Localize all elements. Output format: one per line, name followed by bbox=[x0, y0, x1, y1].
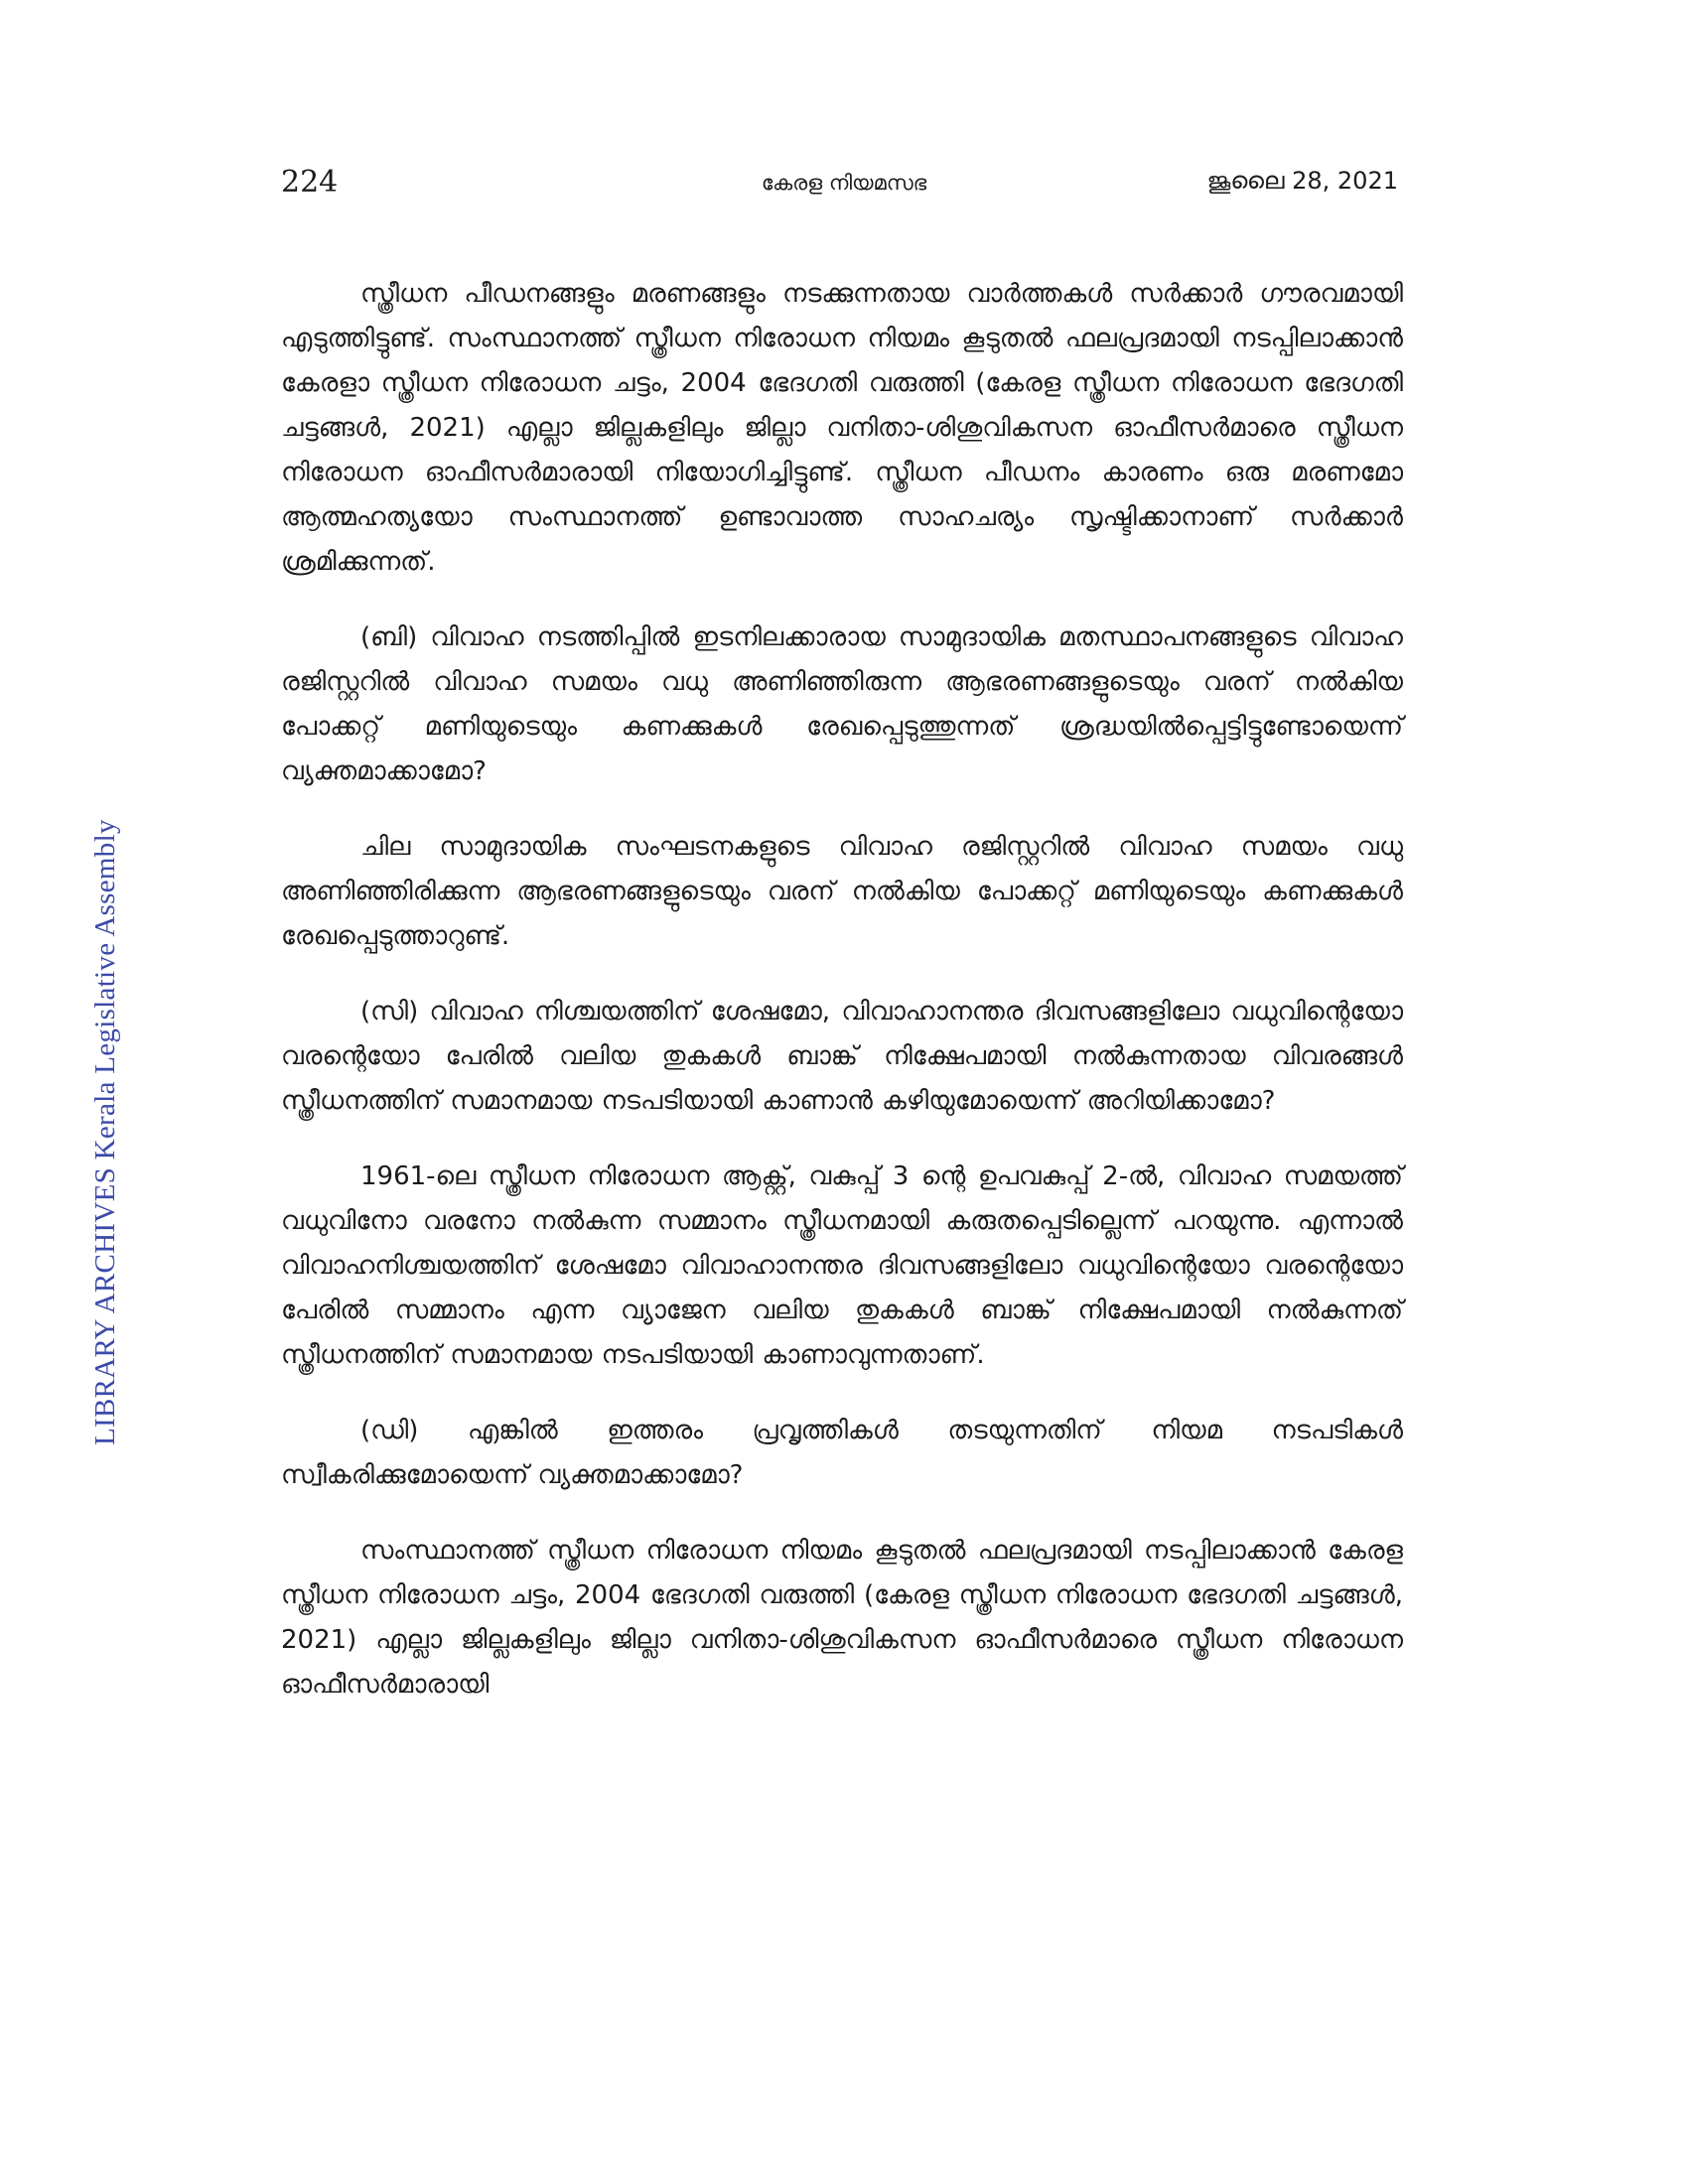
question-paragraph-d: (ഡി) എങ്കിൽ ഇത്തരം പ്രവൃത്തികൾ തടയുന്നതിന് നിയമ നടപടികൾ സ്വീകരിക്കുമോയെന്ന് വ്യക്തമാക്കാമോ? bbox=[281, 1416, 1403, 1490]
running-title: കേരള നിയമസഭ bbox=[761, 171, 927, 195]
page-number: 224 bbox=[281, 165, 339, 200]
document-body bbox=[281, 272, 1403, 1738]
page-date: ജൂലൈ 28, 2021 bbox=[1206, 167, 1398, 195]
answer-paragraph-b: ചില സാമുദായിക സംഘടനകളുടെ വിവാഹ രജിസ്റ്ററിൽ വിവാഹ സമയം വധു അണിഞ്ഞിരിക്കുന്ന ആഭരണങ്ങളുടെയും വരന് നൽകിയ പോക്കറ്റ് മണിയുടെയും കണക്കുകൾ രേഖപ്പെടുത്താറുണ്ട്. bbox=[281, 832, 1403, 951]
question-paragraph-b: (ബി) വിവാഹ നടത്തിപ്പിൽ ഇടനിലക്കാരായ സാമുദായിക മതസ്ഥാപനങ്ങളുടെ വിവാഹ രജിസ്റ്ററിൽ വിവാഹ സമയം വധു അണിഞ്ഞിരുന്ന ആഭരണങ്ങളുടെയും വരന് നൽകിയ പോക്കറ്റ് മണിയുടെയും കണക്കുകൾ രേഖപ്പെടുത്തുന്നത് ശ്രദ്ധയിൽപ്പെട്ടിട്ടുണ്ടോയെന്ന് വ്യക്തമാക്കാമോ? bbox=[281, 622, 1403, 786]
archive-side-stamp: LIBRARY ARCHIVES Kerala Legislative Assembly bbox=[89, 819, 121, 1445]
answer-paragraph-d: സംസ്ഥാനത്ത് സ്ത്രീധന നിരോധന നിയമം കൂടുതൽ ഫലപ്രദമായി നടപ്പിലാക്കാൻ കേരള സ്ത്രീധന നിരോധന ചട്ടം, 2004 ഭേദഗതി വരുത്തി (കേരള സ്ത്രീധന നിരോധന ഭേദഗതി ചട്ടങ്ങൾ, 2021) എല്ലാ ജില്ലകളിലും ജില്ലാ വനിതാ-ശിശുവികസന ഓഫീസർമാരെ സ്ത്രീധന നിരോധന ഓഫീസർമാരായി bbox=[281, 1536, 1403, 1700]
answer-paragraph-c: 1961-ലെ സ്ത്രീധന നിരോധന ആക്റ്റ്, വകുപ്പ് 3 ന്റെ ഉപവകുപ്പ് 2-ൽ, വിവാഹ സമയത്ത് വധുവിനോ വരനോ നൽകുന്ന സമ്മാനം സ്ത്രീധനമായി കരുതപ്പെടില്ലെന്ന് പറയുന്നു. എന്നാൽ വിവാഹനിശ്ചയത്തിന് ശേഷമോ വിവാഹാനന്തര ദിവസങ്ങളിലോ വധുവിന്റെയോ വരന്റെയോ പേരിൽ സമ്മാനം എന്ന വ്യാജേന വലിയ തുകകൾ ബാങ്ക് നിക്ഷേപമായി നൽകുന്നത് സ്ത്രീധനത്തിന് സമാനമായ നടപടിയായി കാണാവുന്നതാണ്. bbox=[281, 1161, 1403, 1370]
answer-paragraph-a: സ്ത്രീധന പീഡനങ്ങളും മരണങ്ങളും നടക്കുന്നതായ വാർത്തകൾ സർക്കാർ ഗൗരവമായി എടുത്തിട്ടുണ്ട്. സംസ്ഥാനത്ത് സ്ത്രീധന നിരോധന നിയമം കൂടുതൽ ഫലപ്രദമായി നടപ്പിലാക്കാൻ കേരളാ സ്ത്രീധന നിരോധന ചട്ടം, 2004 ഭേദഗതി വരുത്തി (കേരള സ്ത്രീധന നിരോധന ഭേദഗതി ചട്ടങ്ങൾ, 2021) എല്ലാ ജില്ലകളിലും ജില്ലാ വനിതാ-ശിശുവികസന ഓഫീസർമാരെ സ്ത്രീധന നിരോധന ഓഫീസർമാരായി നിയോഗിച്ചിട്ടുണ്ട്. സ്ത്രീധന പീഡനം കാരണം ഒരു മരണമോ ആത്മഹത്യയോ സംസ്ഥാനത്ത് ഉണ്ടാവാത്ത സാഹചര്യം സൃഷ്ടിക്കാനാണ് സർക്കാർ ശ്രമിക്കുന്നത്. bbox=[281, 279, 1403, 577]
question-paragraph-c: (സി) വിവാഹ നിശ്ചയത്തിന് ശേഷമോ, വിവാഹാനന്തര ദിവസങ്ങളിലോ വധുവിന്റെയോ വരന്റെയോ പേരിൽ വലിയ തുകകൾ ബാങ്ക് നിക്ഷേപമായി നൽകുന്നതായ വിവരങ്ങൾ സ്ത്രീധനത്തിന് സമാനമായ നടപടിയായി കാണാൻ കഴിയുമോയെന്ന് അറിയിക്കാമോ? bbox=[281, 997, 1403, 1116]
